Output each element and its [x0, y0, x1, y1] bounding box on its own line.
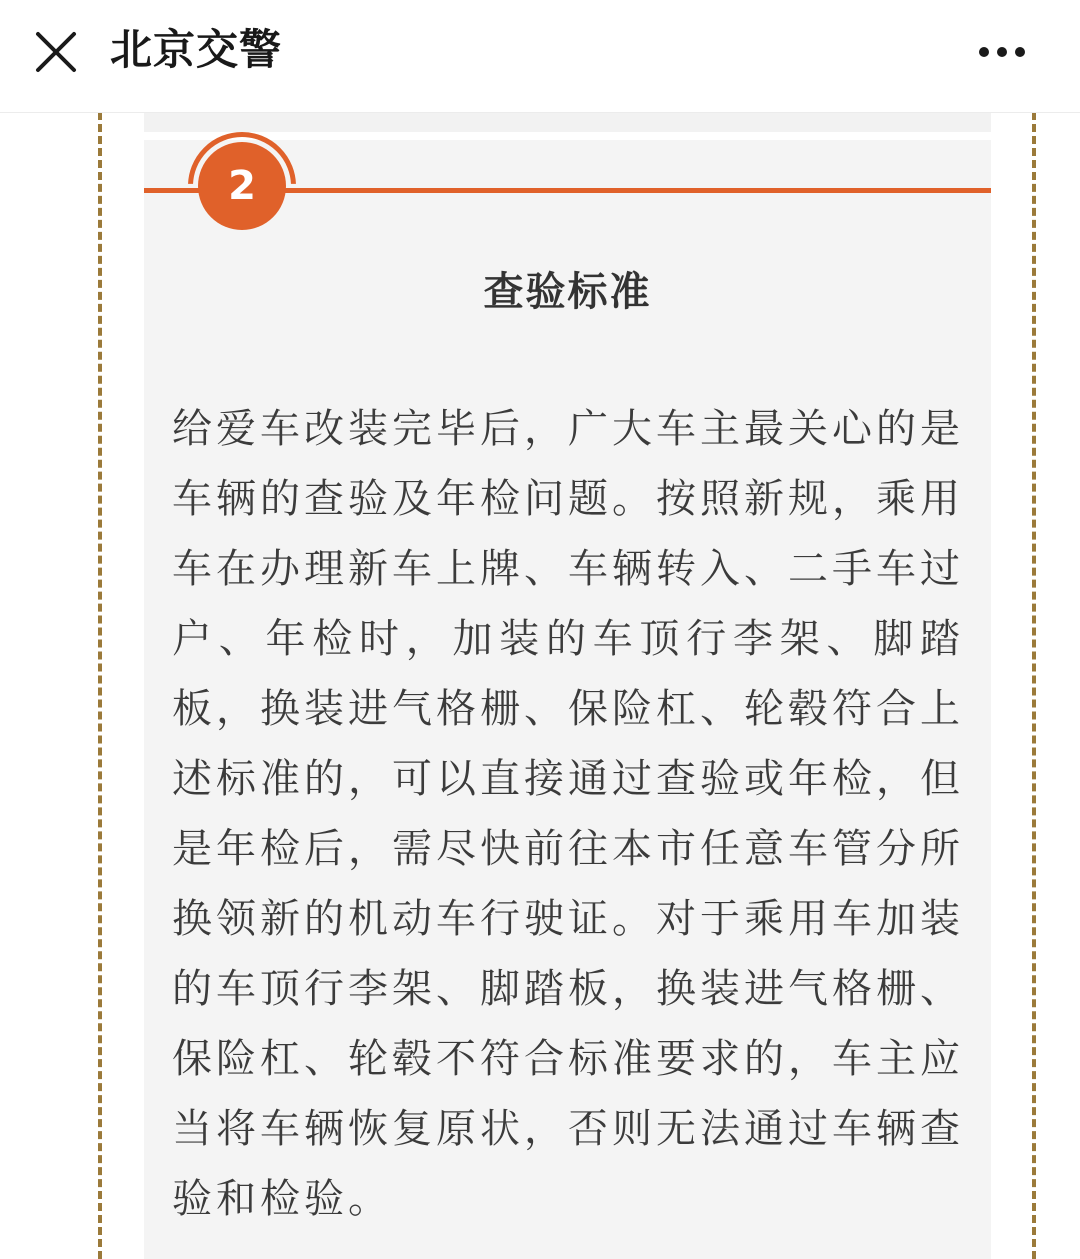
section-body-text: 给爱车改装完毕后，广大车主最关心的是车辆的查验及年检问题。按照新规，乘用车在办理新车上牌、车辆转入、二手车过户、年检时，加装的车顶行李架、脚踏板，换装进气格栅、保险杠、轮毂符合上述标准的，可以直接通过查验或年检，但是年检后，需尽快前往本市任意车管分所换领新的机动车行驶证。对于乘用车加装的车顶行李架、脚踏板，换装进气格栅、保险杠、轮毂不符合标准要求的，车主应当将车辆恢复原状，否则无法通过车辆查验和检验。: [172, 406, 964, 1222]
close-button[interactable]: [30, 26, 82, 78]
close-icon: [30, 26, 82, 78]
right-dashed-border: [1032, 112, 1036, 1259]
previous-card-edge: [144, 112, 991, 132]
section-title: 查验标准: [483, 269, 652, 315]
more-dots-icon: [972, 28, 1032, 76]
more-options-button[interactable]: [972, 28, 1032, 76]
section-card: [144, 140, 991, 1259]
top-navigation-bar: [0, 0, 1080, 113]
section-number-badge: 2: [198, 142, 286, 230]
page-title: 北京交警: [110, 25, 283, 74]
article-content[interactable]: [0, 112, 1080, 1259]
left-dashed-border: [98, 112, 102, 1259]
